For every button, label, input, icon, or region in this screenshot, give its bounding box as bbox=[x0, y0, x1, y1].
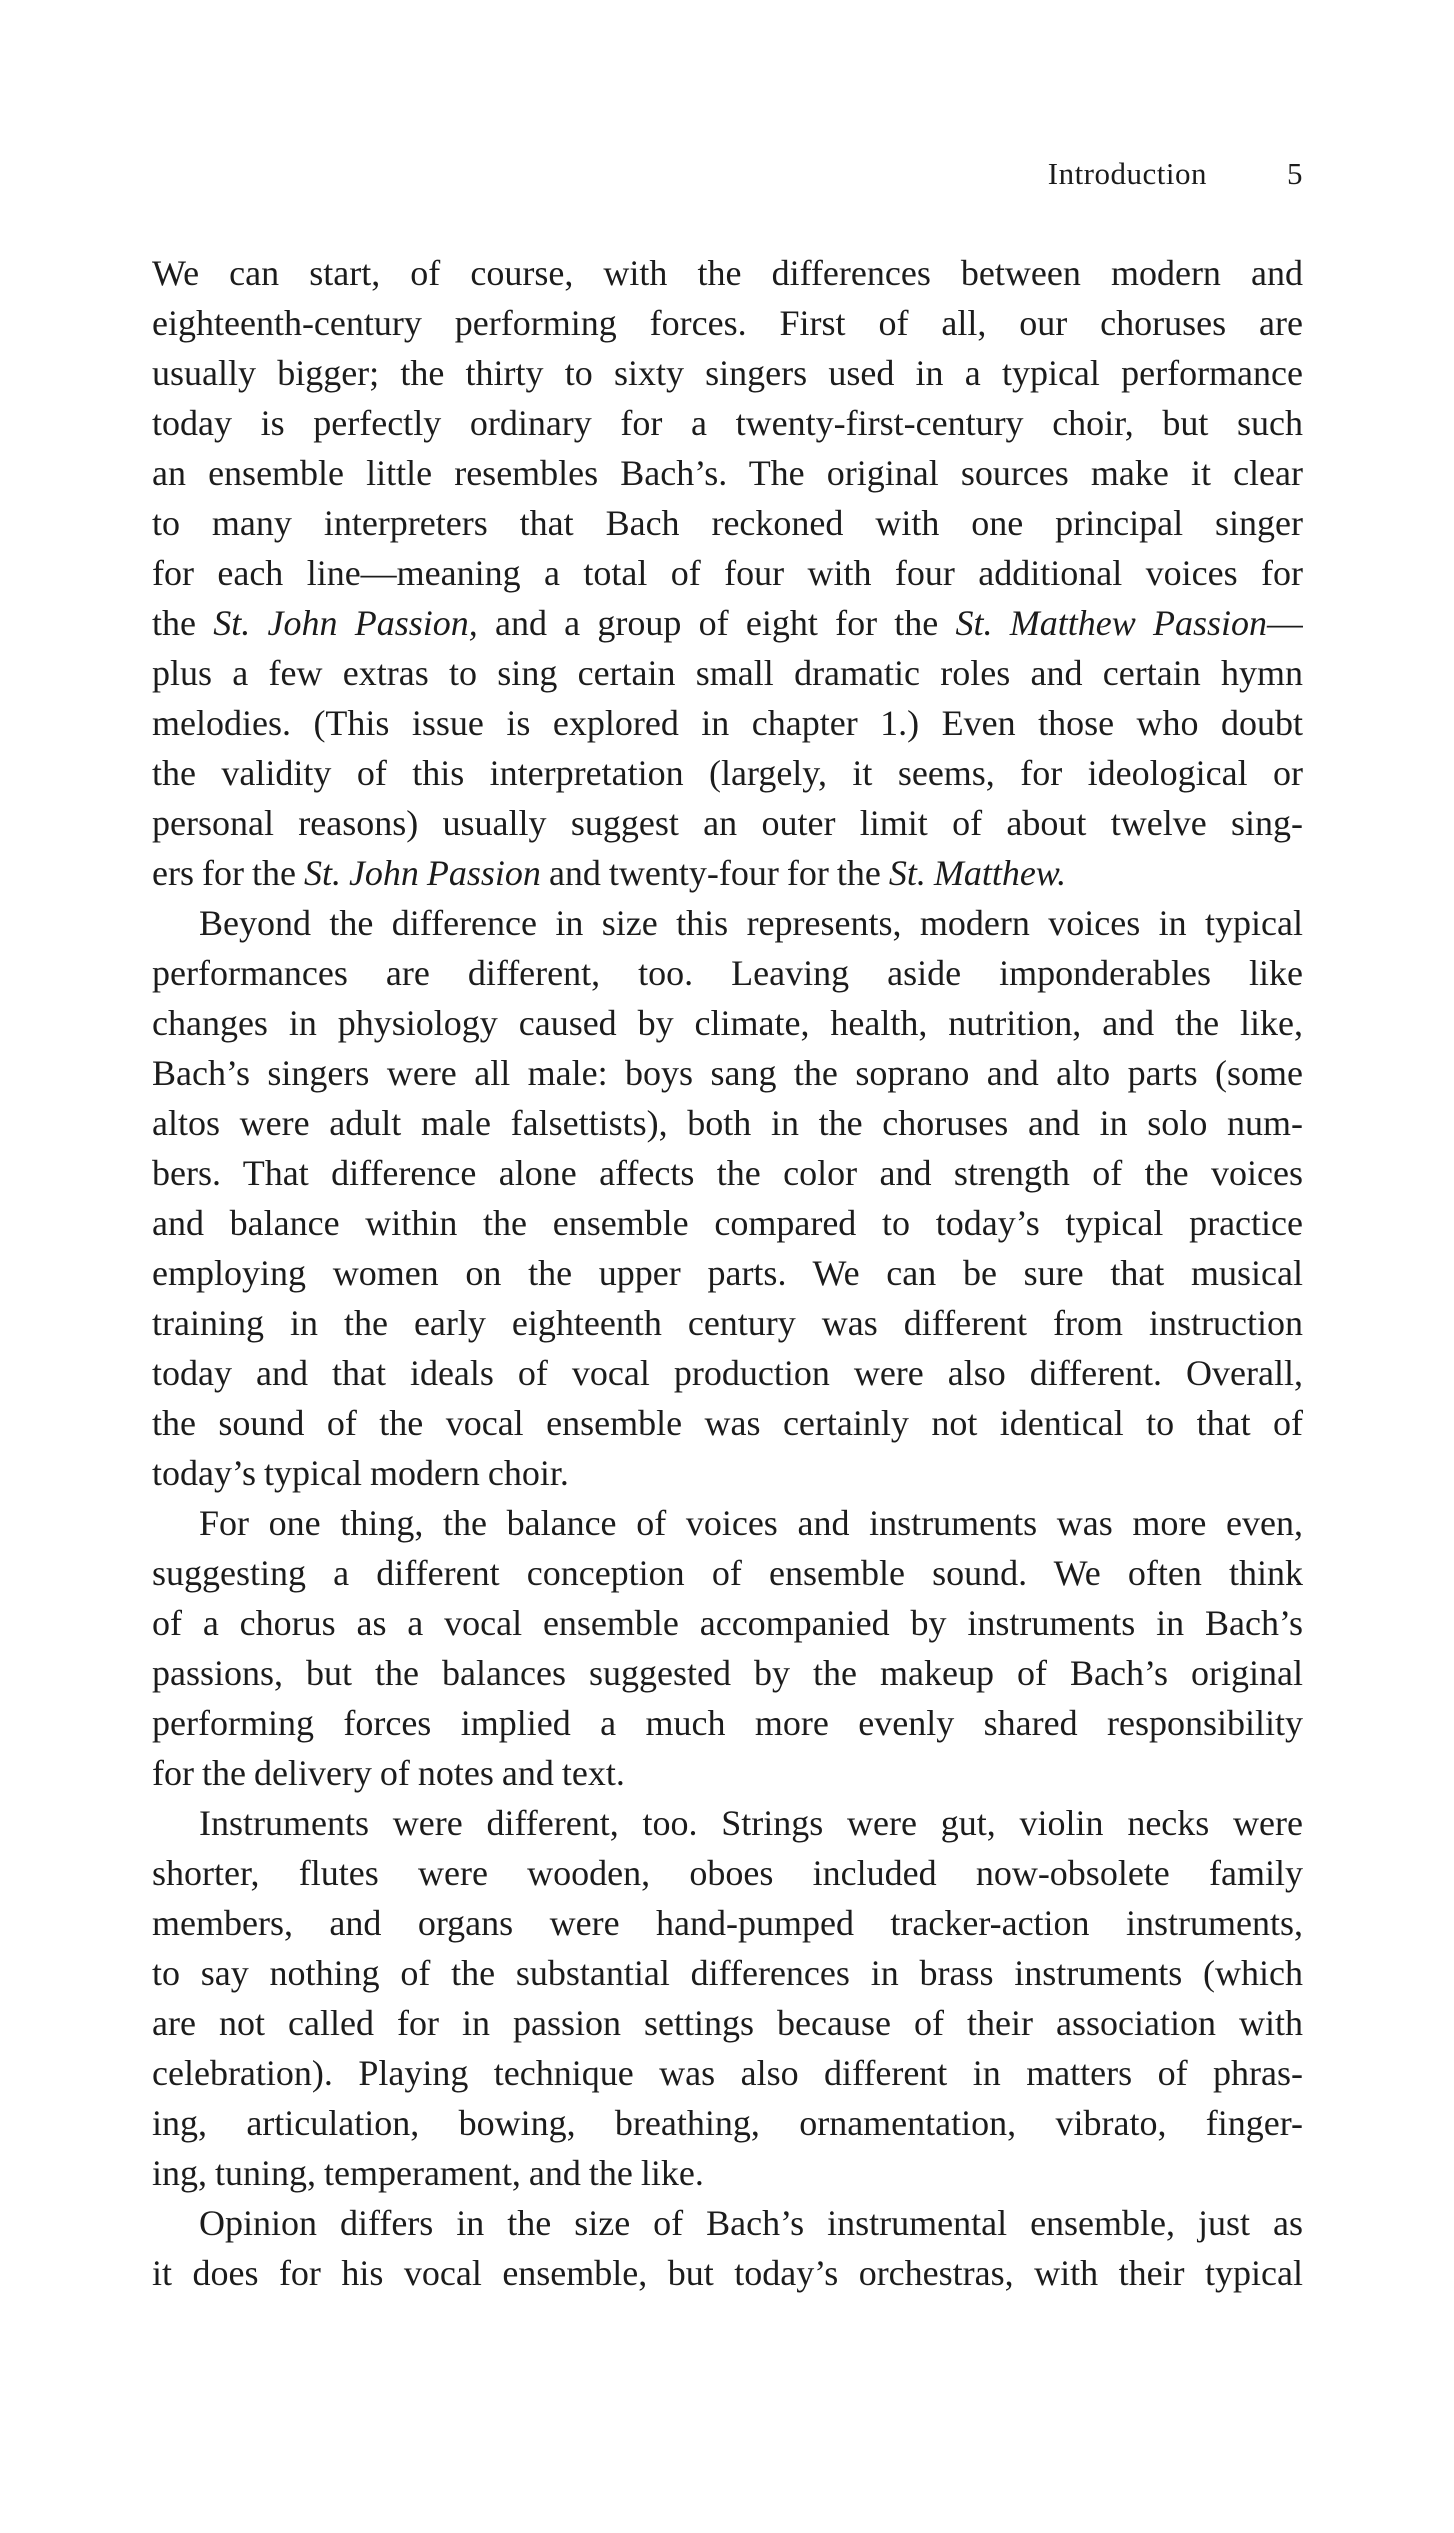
italic-text: St. John Passion bbox=[303, 853, 541, 893]
text-line bbox=[152, 648, 1303, 698]
text-segment: changes in physiology caused by climate, health, nutrition, and the like, bbox=[152, 1003, 1303, 1043]
text-line bbox=[152, 1098, 1303, 1148]
text-segment: ers for the bbox=[152, 853, 304, 893]
text-segment: for each line—meaning a total of four with four additional voices for bbox=[152, 553, 1303, 593]
text-segment: it does for his vocal ensemble, but today’s orchestras, with their typical bbox=[152, 2253, 1303, 2293]
text-segment: personal reasons) usually suggest an outer limit of about twelve sing- bbox=[152, 803, 1303, 843]
text-segment: suggesting a different conception of ensemble sound. We often think bbox=[152, 1553, 1303, 1593]
text-segment: today and that ideals of vocal production were also different. Overall, bbox=[152, 1353, 1303, 1393]
text-segment: employing women on the upper parts. We can be sure that musical bbox=[152, 1253, 1303, 1293]
text-segment: celebration). Playing technique was also different in matters of phras- bbox=[152, 2053, 1303, 2093]
text-segment: Beyond the difference in size this represents, modern voices in typical bbox=[199, 903, 1303, 943]
text-line bbox=[152, 948, 1303, 998]
text-line bbox=[152, 2248, 1303, 2298]
text-segment: and a group of eight for the bbox=[477, 603, 956, 643]
text-line bbox=[152, 248, 1303, 298]
text-segment: performances are different, too. Leaving aside imponderables like bbox=[152, 953, 1303, 993]
text-segment: to many interpreters that Bach reckoned with one principal singer bbox=[152, 503, 1303, 543]
text-line bbox=[152, 998, 1303, 1048]
text-line bbox=[152, 1848, 1303, 1898]
text-line bbox=[152, 2198, 1303, 2248]
text-segment: and balance within the ensemble compared to today’s typical practice bbox=[152, 1203, 1303, 1243]
text-line bbox=[152, 2098, 1303, 2148]
page-header bbox=[152, 156, 1303, 192]
text-segment: passions, but the balances suggested by the makeup of Bach’s original bbox=[152, 1653, 1303, 1693]
text-line bbox=[152, 2048, 1303, 2098]
text-line bbox=[152, 398, 1303, 448]
running-title: Introduction bbox=[1047, 156, 1207, 191]
text-segment: and twenty-four for the bbox=[540, 853, 889, 893]
text-line bbox=[152, 1648, 1303, 1698]
text-segment: Opinion differs in the size of Bach’s instrumental ensemble, just as bbox=[199, 2203, 1303, 2243]
text-segment: to say nothing of the substantial differences in brass instruments (which bbox=[152, 1953, 1303, 1993]
text-line bbox=[152, 1398, 1303, 1448]
text-segment: today’s typical modern choir. bbox=[152, 1453, 569, 1493]
text-line bbox=[152, 1448, 1303, 1498]
text-segment: training in the early eighteenth century was different from instruction bbox=[152, 1303, 1303, 1343]
text-segment: For one thing, the balance of voices and instruments was more even, bbox=[199, 1503, 1303, 1543]
italic-text: St. Matthew. bbox=[888, 853, 1067, 893]
text-segment: the validity of this interpretation (largely, it seems, for ideological or bbox=[152, 753, 1303, 793]
text-line bbox=[152, 2148, 1303, 2198]
text-segment: plus a few extras to sing certain small dramatic roles and certain hymn bbox=[152, 653, 1303, 693]
text-line bbox=[152, 1798, 1303, 1848]
text-line bbox=[152, 798, 1303, 848]
text-segment: an ensemble little resembles Bach’s. The original sources make it clear bbox=[152, 453, 1303, 493]
italic-text: St. Matthew Passion bbox=[955, 603, 1268, 643]
text-segment: We can start, of course, with the differences between modern and bbox=[152, 253, 1303, 293]
text-segment: members, and organs were hand-pumped tracker-action instruments, bbox=[152, 1903, 1303, 1943]
text-segment: shorter, flutes were wooden, oboes included now-obsolete family bbox=[152, 1853, 1303, 1893]
text-line bbox=[152, 548, 1303, 598]
text-line bbox=[152, 1148, 1303, 1198]
text-line bbox=[152, 1348, 1303, 1398]
text-line bbox=[152, 898, 1303, 948]
text-line bbox=[152, 1998, 1303, 2048]
text-line bbox=[152, 598, 1303, 648]
text-line bbox=[152, 748, 1303, 798]
text-segment: eighteenth-century performing forces. First of all, our choruses are bbox=[152, 303, 1303, 343]
page-number: 5 bbox=[1287, 156, 1303, 191]
text-line bbox=[152, 1048, 1303, 1098]
text-segment: Bach’s singers were all male: boys sang the soprano and alto parts (some bbox=[152, 1053, 1303, 1093]
text-line bbox=[152, 698, 1303, 748]
text-segment: today is perfectly ordinary for a twenty-first-century choir, but such bbox=[152, 403, 1303, 443]
text-line bbox=[152, 448, 1303, 498]
page-body bbox=[152, 248, 1303, 2298]
text-line bbox=[152, 498, 1303, 548]
text-line bbox=[152, 1548, 1303, 1598]
text-segment: melodies. (This issue is explored in chapter 1.) Even those who doubt bbox=[152, 703, 1303, 743]
text-segment: Instruments were different, too. Strings were gut, violin necks were bbox=[199, 1803, 1303, 1843]
text-segment: the sound of the vocal ensemble was certainly not identical to that of bbox=[152, 1403, 1303, 1443]
text-line bbox=[152, 1298, 1303, 1348]
text-segment: performing forces implied a much more evenly shared responsibility bbox=[152, 1703, 1303, 1743]
text-segment: of a chorus as a vocal ensemble accompanied by instruments in Bach’s bbox=[152, 1603, 1303, 1643]
text-line bbox=[152, 848, 1303, 898]
text-segment: for the delivery of notes and text. bbox=[152, 1753, 625, 1793]
text-segment: ing, articulation, bowing, breathing, ornamentation, vibrato, finger- bbox=[152, 2103, 1303, 2143]
text-line bbox=[152, 1198, 1303, 1248]
text-line bbox=[152, 298, 1303, 348]
text-segment: the bbox=[152, 603, 214, 643]
text-line bbox=[152, 1948, 1303, 1998]
text-segment: altos were adult male falsettists), both in the choruses and in solo num- bbox=[152, 1103, 1303, 1143]
text-line bbox=[152, 1898, 1303, 1948]
text-line bbox=[152, 1248, 1303, 1298]
text-segment: — bbox=[1267, 603, 1303, 643]
text-line bbox=[152, 1498, 1303, 1548]
text-segment: ing, tuning, temperament, and the like. bbox=[152, 2153, 704, 2193]
text-line bbox=[152, 1748, 1303, 1798]
text-segment: usually bigger; the thirty to sixty singers used in a typical performance bbox=[152, 353, 1303, 393]
italic-text: St. John Passion, bbox=[213, 603, 478, 643]
text-line bbox=[152, 1598, 1303, 1648]
text-segment: are not called for in passion settings because of their association with bbox=[152, 2003, 1303, 2043]
text-segment: bers. That difference alone affects the color and strength of the voices bbox=[152, 1153, 1303, 1193]
text-line bbox=[152, 1698, 1303, 1748]
text-line bbox=[152, 348, 1303, 398]
